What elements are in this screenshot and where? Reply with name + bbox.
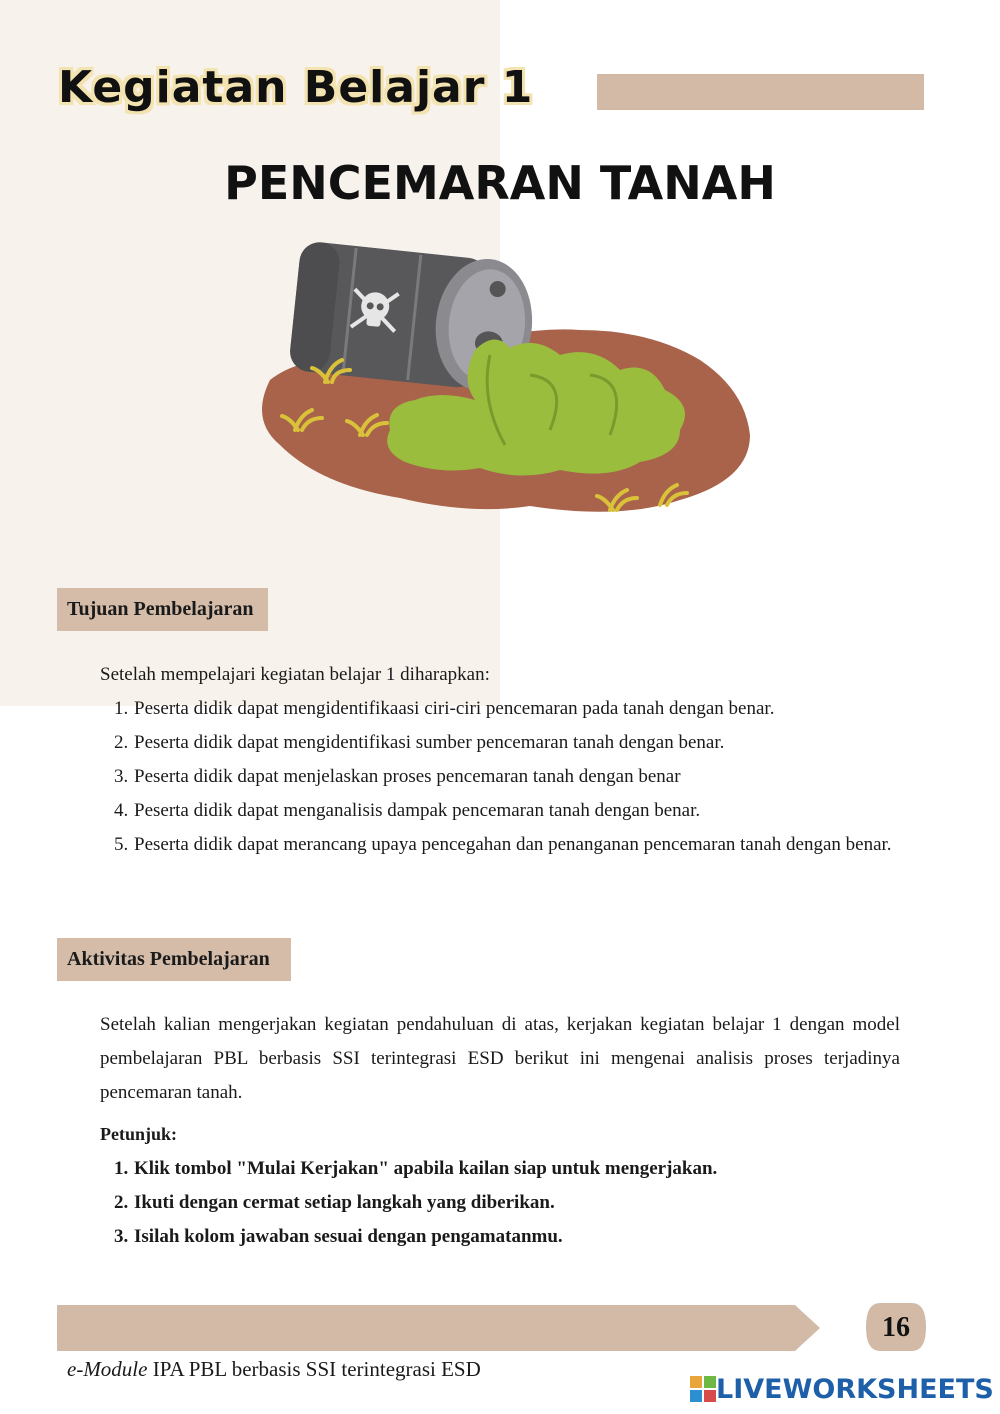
list-item: 1. Peserta didik dapat mengidentifikaasi ciri-ciri pencemaran pada tanah dengan benar. (114, 698, 775, 719)
list-item: 2. Peserta didik dapat mengidentifikasi sumber pencemaran tanah dengan benar. (114, 732, 725, 753)
toxic-barrel-spill-icon (240, 230, 760, 530)
list-item: 3. Peserta didik dapat menjelaskan proses pencemaran tanah dengan benar (114, 766, 681, 787)
section-heading-aktivitas: Aktivitas Pembelajaran (57, 938, 291, 981)
page-title: Kegiatan Belajar 1 (58, 62, 534, 113)
list-item: 3. Isilah kolom jawaban sesuai dengan pengamatanmu. (114, 1226, 563, 1247)
topic-title: PENCEMARAN TANAH (224, 156, 776, 210)
liveworksheets-logo (690, 1374, 994, 1404)
aktivitas-paragraph: Setelah kalian mengerjakan kegiatan pendahuluan di atas, kerjakan kegiatan belajar 1 dengan model pembelajaran PBL berbasis SSI terintegrasi ESD berikut ini mengenai analisis proses terjadinya pencemaran tanah. (100, 1014, 900, 1103)
footer-arrow-bar (57, 1305, 820, 1351)
page-number: 16 (882, 1312, 910, 1343)
tujuan-intro: Setelah mempelajari kegiatan belajar 1 diharapkan: (100, 664, 490, 685)
list-item: 4. Peserta didik dapat menganalisis dampak pencemaran tanah dengan benar. (114, 800, 701, 821)
footer-module-title: e-Module IPA PBL berbasis SSI terintegrasi ESD (67, 1357, 481, 1381)
section-heading-tujuan: Tujuan Pembelajaran (57, 588, 268, 631)
list-item: 5. Peserta didik dapat merancang upaya pencegahan dan penanganan pencemaran tanah dengan benar. (114, 834, 892, 855)
list-item: 1. Klik tombol "Mulai Kerjakan" apabila kailan siap untuk mengerjakan. (114, 1158, 718, 1179)
tujuan-list (100, 692, 900, 862)
page-number-badge (864, 1301, 928, 1353)
title-decor-bar (597, 74, 924, 110)
list-item: 2. Ikuti dengan cermat setiap langkah yang diberikan. (114, 1192, 555, 1213)
petunjuk-list (100, 1152, 900, 1254)
liveworksheets-wordmark: LIVEWORKSHEETS (716, 1373, 994, 1405)
petunjuk-label: Petunjuk: (100, 1124, 178, 1144)
liveworksheets-grid-icon (690, 1376, 716, 1402)
